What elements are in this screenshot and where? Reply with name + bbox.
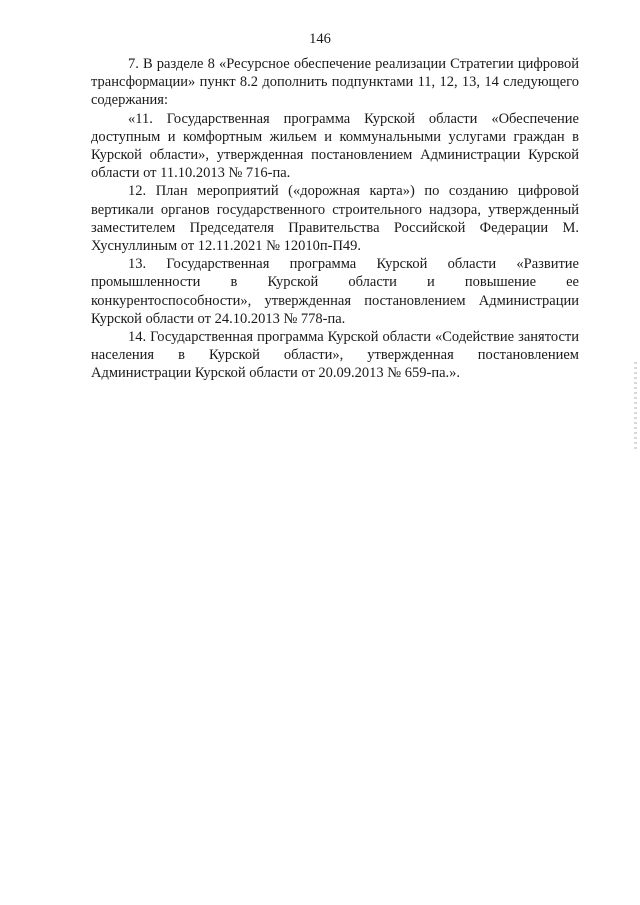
paragraph-section-8-amendment: 7. В разделе 8 «Ресурсное обеспечение реализации Стратегии цифровой трансформации» пункт 8.2 дополнить подпунктами 11, 12, 13, 14 следующего содержания: [91,56,579,109]
page-number: 146 [309,31,331,47]
paragraph-item-14: 14. Государственная программа Курской области «Содействие занятости населения в Курской области», утвержденная постановлением Администрации Курской области от 20.09.2013 № 659-па.». [91,329,579,382]
scan-edge-mark [634,362,637,452]
paragraph-item-13: 13. Государственная программа Курской области «Развитие промышленности в Курской области и повышение ее конкурентоспособности», утвержденная постановлением Администрации Курской области от 24.10.2013 № 778-па. [91,256,579,327]
paragraph-item-11: «11. Государственная программа Курской области «Обеспечение доступным и комфортным жильем и коммунальными услугами граждан в Курской области», утвержденная постановлением Администрации Курской области от 11.10.2013 № 716-па. [91,110,579,182]
document-body [91,55,579,383]
paragraph-item-12: 12. План мероприятий («дорожная карта») по созданию цифровой вертикали органов государственного строительного надзора, утвержденный заместителем Председателя Правительства Российской Федерации М. Хуснуллиным от 12.11.2021 № 12010п-П49. [91,183,579,255]
